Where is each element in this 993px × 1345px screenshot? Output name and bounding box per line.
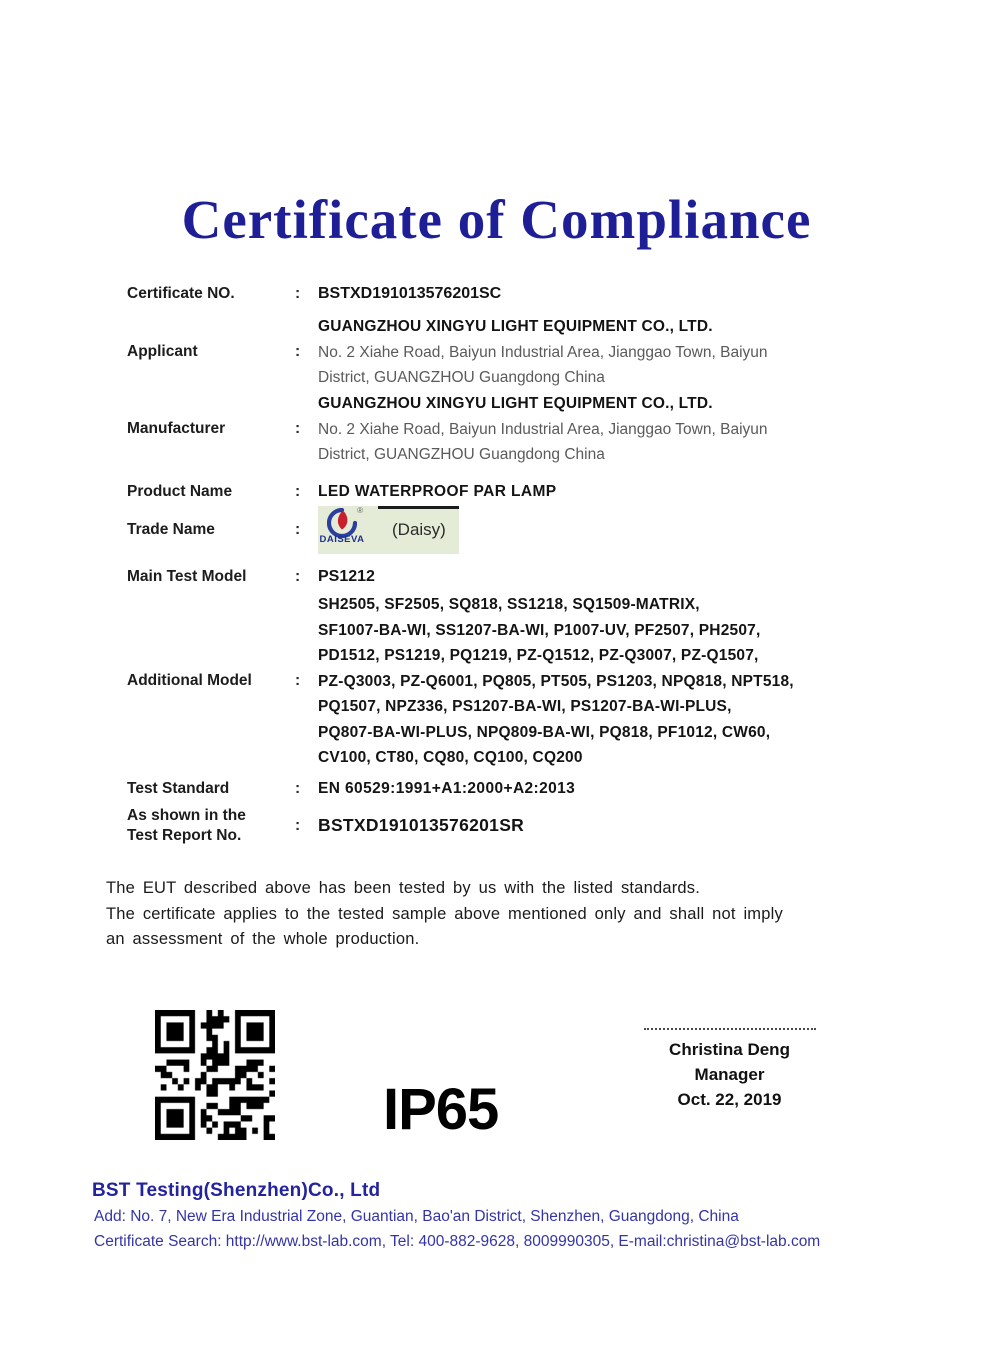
field-trade-name: [127, 506, 897, 554]
additional-model-line: PQ807-BA-WI-PLUS, NPQ809-BA-WI, PQ818, PF1012, CW60,: [318, 723, 771, 741]
trade-name-value: [318, 506, 897, 554]
additional-model-line: PZ-Q3003, PZ-Q6001, PQ805, PT505, PS1203, NPQ818, NPT518,: [318, 672, 794, 690]
statement-line2: The certificate applies to the tested sample above mentioned only and shall not imply: [106, 904, 783, 923]
signature-name: Christina Deng: [669, 1040, 790, 1059]
field-additional-model: [127, 592, 897, 771]
signature-block: [612, 1028, 847, 1112]
applicant-address-line1: No. 2 Xiahe Road, Baiyun Industrial Area, Jianggao Town, Baiyun: [318, 343, 768, 361]
compliance-statement: [106, 876, 783, 953]
manufacturer-address-line2: District, GUANGZHOU Guangdong China: [318, 446, 605, 463]
signature-title: Manager: [694, 1065, 765, 1084]
additional-model-line: PQ1507, NPZ336, PS1207-BA-WI, PS1207-BA-WI-PLUS,: [318, 698, 732, 715]
issuer-contact: Certificate Search: http://www.bst-lab.com, Tel: 400-882-9628, 8009990305, E-mail:christina@bst-lab.com: [94, 1233, 821, 1250]
product-name-value: LED WATERPROOF PAR LAMP: [318, 483, 557, 500]
page-title: Certificate of Compliance: [181, 189, 812, 250]
manufacturer-value: [318, 391, 897, 468]
applicant-company: GUANGZHOU XINGYU LIGHT EQUIPMENT CO., LTD.: [318, 318, 713, 335]
test-report-label-line1: As shown in the: [127, 807, 246, 824]
certificate-no-value: BSTXD191013576201SC: [318, 285, 502, 302]
separator-colon: :: [295, 521, 301, 538]
issuer-address: Add: No. 7, New Era Industrial Zone, Guantian, Bao'an District, Shenzhen, Guangdong, China: [94, 1208, 739, 1225]
test-standard-label: Test Standard: [127, 779, 230, 797]
separator-colon: :: [295, 567, 301, 585]
applicant-label: Applicant: [127, 343, 198, 361]
field-applicant: [127, 314, 897, 391]
manufacturer-address-line1: No. 2 Xiahe Road, Baiyun Industrial Area, Jianggao Town, Baiyun: [318, 420, 768, 438]
product-name-label: Product Name: [127, 482, 233, 500]
trade-name-caption: (Daisy): [392, 520, 446, 540]
separator-colon: :: [295, 343, 301, 361]
statement-line3: an assessment of the whole production.: [106, 930, 420, 948]
separator-colon: :: [295, 817, 301, 834]
test-standard-value: EN 60529:1991+A1:2000+A2:2013: [318, 780, 576, 797]
additional-model-line: SH2505, SF2505, SQ818, SS1218, SQ1509-MATRIX,: [318, 596, 700, 613]
signature-date: Oct. 22, 2019: [677, 1090, 782, 1109]
signature-dotted-line: [644, 1028, 816, 1030]
main-test-model-value: PS1212: [318, 568, 375, 585]
separator-colon: :: [295, 672, 301, 690]
trade-name-label: Trade Name: [127, 521, 215, 538]
separator-colon: :: [295, 284, 301, 302]
test-report-value: BSTXD191013576201SR: [318, 815, 525, 836]
statement-line1: The EUT described above has been tested by us with the listed standards.: [106, 879, 700, 897]
field-main-test-model: [127, 564, 897, 590]
additional-model-value: [318, 592, 897, 771]
daiseva-logo: [318, 506, 459, 554]
field-test-standard: [127, 776, 897, 802]
daiseva-logo-mark: [318, 506, 366, 554]
additional-model-label: Additional Model: [127, 672, 252, 690]
separator-colon: :: [295, 482, 301, 500]
separator-colon: :: [295, 420, 301, 438]
qr-code: [155, 1010, 275, 1140]
test-report-label: [127, 806, 295, 846]
field-product-name: [127, 479, 897, 505]
manufacturer-company: GUANGZHOU XINGYU LIGHT EQUIPMENT CO., LTD.: [318, 395, 713, 412]
daiseva-logo-text: DAISEVA: [319, 533, 365, 545]
test-report-label-line2: Test Report No.: [127, 827, 242, 844]
separator-colon: :: [295, 779, 301, 797]
certificate-no-label: Certificate NO.: [127, 284, 235, 302]
field-manufacturer: [127, 391, 897, 468]
applicant-address-line2: District, GUANGZHOU Guangdong China: [318, 369, 605, 386]
additional-model-line: SF1007-BA-WI, SS1207-BA-WI, P1007-UV, PF2507, PH2507,: [318, 621, 761, 639]
field-test-report-no: [127, 806, 897, 846]
issuer-company: BST Testing(Shenzhen)Co., Ltd: [92, 1180, 381, 1201]
applicant-value: [318, 314, 897, 391]
additional-model-line: CV100, CT80, CQ80, CQ100, CQ200: [318, 749, 583, 766]
registered-trademark-icon: ®: [357, 506, 363, 515]
manufacturer-label: Manufacturer: [127, 420, 226, 438]
additional-model-line: PD1512, PS1219, PQ1219, PZ-Q1512, PZ-Q3007, PZ-Q1507,: [318, 647, 759, 664]
ip-rating: IP65: [383, 1077, 499, 1142]
main-test-model-label: Main Test Model: [127, 567, 247, 585]
field-certificate-no: [127, 281, 897, 307]
